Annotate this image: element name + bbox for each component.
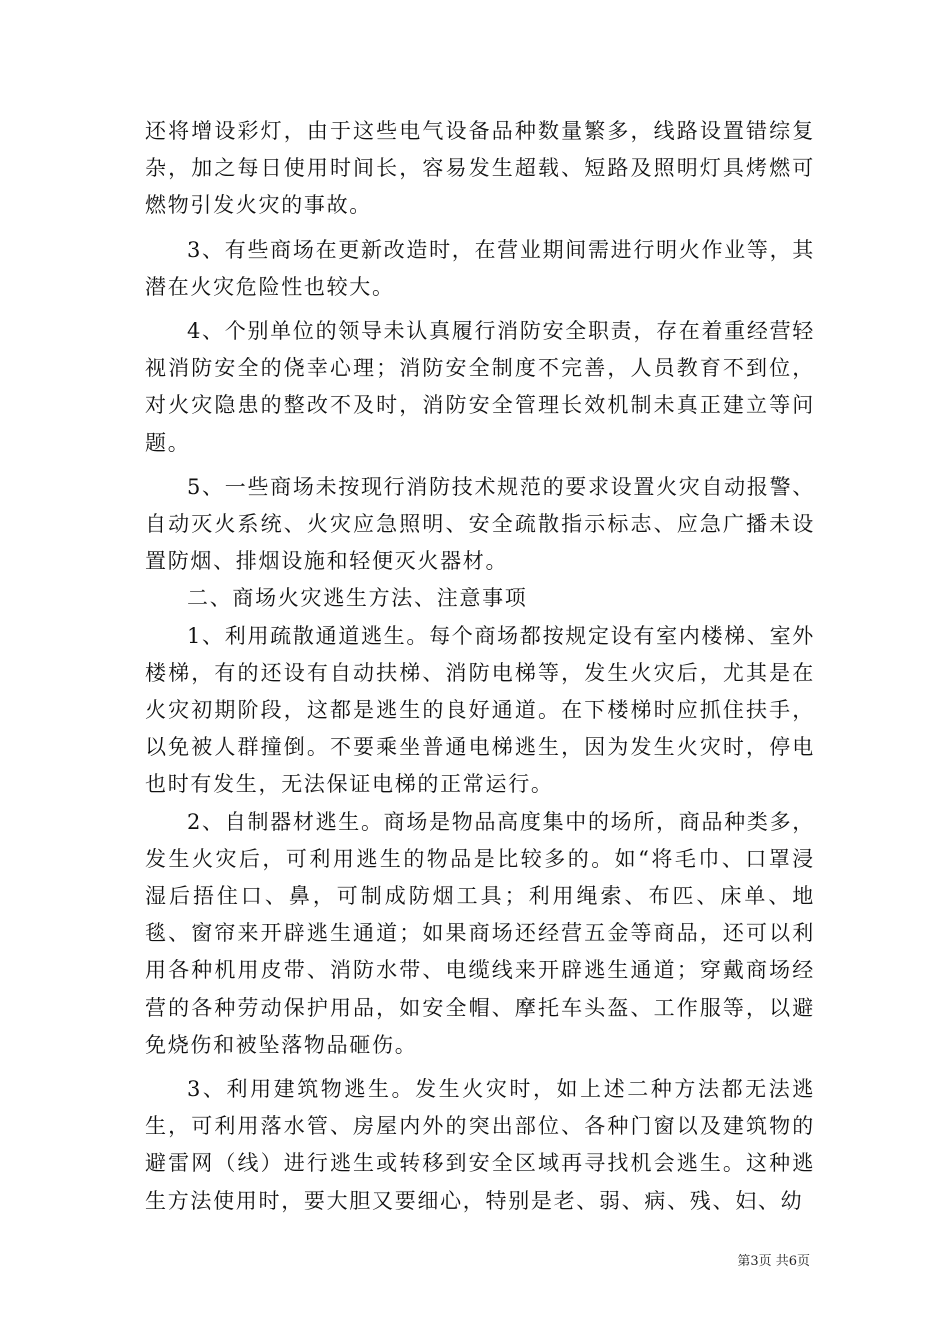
- paragraph-method-2: 2、自制器材逃生。商场是物品高度集中的场所，商品种类多，发生火灾后，可利用逃生的物品是比较多的。如“将毛巾、口罩浸湿后捂住口、鼻，可制成防烟工具；利用绳索、布匹、床单、地毯、窗帘来开辟逃生通道；如果商场还经营五金等商品，还可以利用各种机用皮带、消防水带、电缆线来开辟逃生通道；穿戴商场经营的各种劳动保护用品，如安全帽、摩托车头盔、工作服等，以避免烧伤和被坠落物品砸伤。: [145, 809, 815, 1057]
- section-heading: 二、商场火灾逃生方法、注意事项: [187, 586, 528, 611]
- paragraph-method-3: 3、利用建筑物逃生。发生火灾时，如上述二种方法都无法逃生，可利用落水管、房屋内外的突出部位、各种门窗以及建筑物的避雷网（线）进行逃生或转移到安全区域再寻找机会逃生。这种逃生方法使用时，要大胆又要细心，特别是老、弱、病、残、妇、幼: [145, 1077, 815, 1213]
- paragraph-method-1: 1、利用疏散通道逃生。每个商场都按规定设有室内楼梯、室外楼梯，有的还设有自动扶梯、消防电梯等，发生火灾后，尤其是在火灾初期阶段，这都是逃生的良好通道。在下楼梯时应抓住扶手，以免被人群撞倒。不要乘坐普通电梯逃生，因为发生火灾时，停电也时有发生，无法保证电梯的正常运行。: [145, 623, 815, 797]
- paragraph-item-3: 3、有些商场在更新改造时，在营业期间需进行明火作业等，其潜在火灾危险性也较大。: [145, 237, 815, 299]
- paragraph-item-5: 5、一些商场未按现行消防技术规范的要求设置火灾自动报警、自动灭火系统、火灾应急照明、安全疏散指示标志、应急广播未设置防烟、排烟设施和轻便灭火器材。: [145, 474, 815, 574]
- page-number-footer: 第3页 共6页: [737, 1254, 810, 1269]
- paragraph-item-4: 4、个别单位的领导未认真履行消防安全职责，存在着重经营轻视消防安全的侥幸心理；消防安全制度不完善，人员教育不到位，对火灾隐患的整改不及时，消防安全管理长效机制未真正建立等问题。: [145, 319, 815, 455]
- document-body: [145, 113, 815, 1220]
- paragraph-continuation: 还将增设彩灯，由于这些电气设备品种数量繁多，线路设置错综复杂，加之每日使用时间长，容易发生超载、短路及照明灯具烤燃可燃物引发火灾的事故。: [145, 119, 815, 218]
